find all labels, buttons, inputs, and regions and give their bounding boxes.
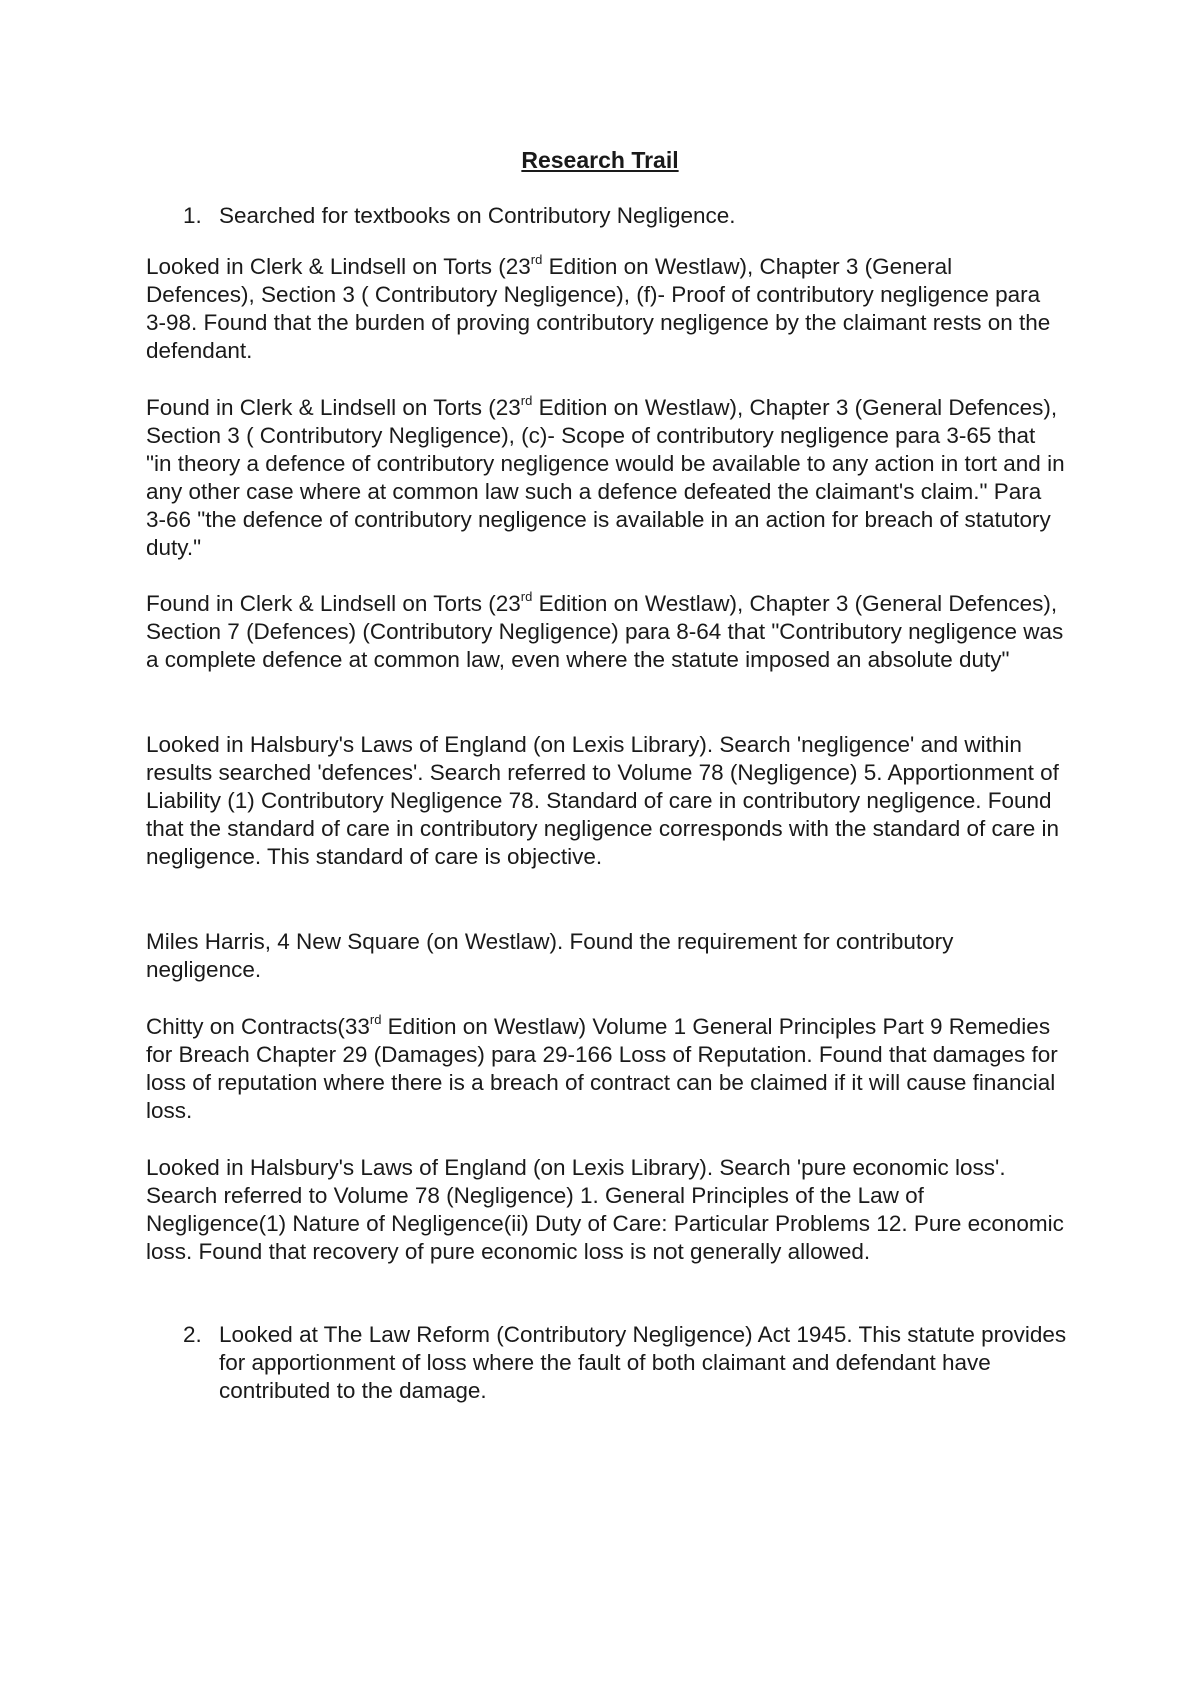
- paragraph-text: Edition on Westlaw), Chapter 3 (General Defences), Section 3 ( Contributory Negligence), (f)- Proof of contributory negligence para 3-98. Found that the burden of proving contributory negligence by the claimant rests on the defendant.: [146, 254, 1051, 363]
- document-title: Research Trail: [521, 147, 679, 173]
- paragraph-text: Found in Clerk & Lindsell on Torts (23: [146, 395, 521, 420]
- paragraph-text: Edition on Westlaw), Chapter 3 (General Defences), Section 3 ( Contributory Negligence), (c)- Scope of contributory negligence para 3-65 that "in theory a defence of contributory negligence would be available to any action in tort and in any other case where at common law such a defence defeated the claimant's claim." Para 3-66 "the defence of contributory negligence is available in an action for breach of statutory duty.": [146, 395, 1065, 560]
- ordinal-suffix: rd: [530, 251, 543, 267]
- paragraph-text: Edition on Westlaw), Chapter 3 (General Defences), Section 7 (Defences) (Contributory Negligence) para 8-64 that "Contributory negligence was a complete defence at common law, even where the statute imposed an absolute duty": [146, 591, 1064, 672]
- list-text: Searched for textbooks on Contributory Negligence.: [219, 203, 736, 228]
- list-text: Looked at The Law Reform (Contributory Negligence) Act 1945. This statute provides for apportionment of loss where the fault of both claimant and defendant have contributed to the damage.: [219, 1322, 1067, 1403]
- paragraph-miles-harris: Miles Harris, 4 New Square (on Westlaw). Found the requirement for contributory negligence.: [146, 929, 954, 982]
- ordinal-suffix: rd: [369, 1011, 382, 1027]
- paragraph-text: Edition on Westlaw) Volume 1 General Principles Part 9 Remedies for Breach Chapter 29 (Damages) para 29-166 Loss of Reputation. Found that damages for loss of reputation where there is a breach of contract can be claimed if it will cause financial loss.: [146, 1014, 1058, 1123]
- paragraph-halsbury-economic-loss: Looked in Halsbury's Laws of England (on Lexis Library). Search 'pure economic loss'. Search referred to Volume 78 (Negligence) 1. General Principles of the Law of Negligence(1) Nature of Negligence(ii) Duty of Care: Particular Problems 12. Pure economic loss. Found that recovery of pure economic loss is not generally allowed.: [146, 1155, 1064, 1264]
- paragraph-text: Found in Clerk & Lindsell on Torts (23: [146, 591, 521, 616]
- paragraph-clerk-lindsell-defences: [146, 590, 1066, 674]
- ordinal-suffix: rd: [520, 588, 533, 604]
- paragraph-text: Chitty on Contracts(33: [146, 1014, 370, 1039]
- paragraph-chitty-contracts: [146, 1013, 1066, 1125]
- ordinal-suffix: rd: [520, 392, 533, 408]
- paragraph-clerk-lindsell-proof: [146, 253, 1066, 365]
- paragraph-text: Looked in Clerk & Lindsell on Torts (23: [146, 254, 531, 279]
- list-number: 2.: [183, 1322, 202, 1347]
- paragraph-halsbury-negligence: Looked in Halsbury's Laws of England (on Lexis Library). Search 'negligence' and within results searched 'defences'. Search referred to Volume 78 (Negligence) 5. Apportionment of Liability (1) Contributory Negligence 78. Standard of care in contributory negligence. Found that the standard of care in contributory negligence corresponds with the standard of care in negligence. This standard of care is objective.: [146, 732, 1060, 869]
- list-number: 1.: [183, 203, 202, 228]
- paragraph-clerk-lindsell-scope: [146, 394, 1066, 562]
